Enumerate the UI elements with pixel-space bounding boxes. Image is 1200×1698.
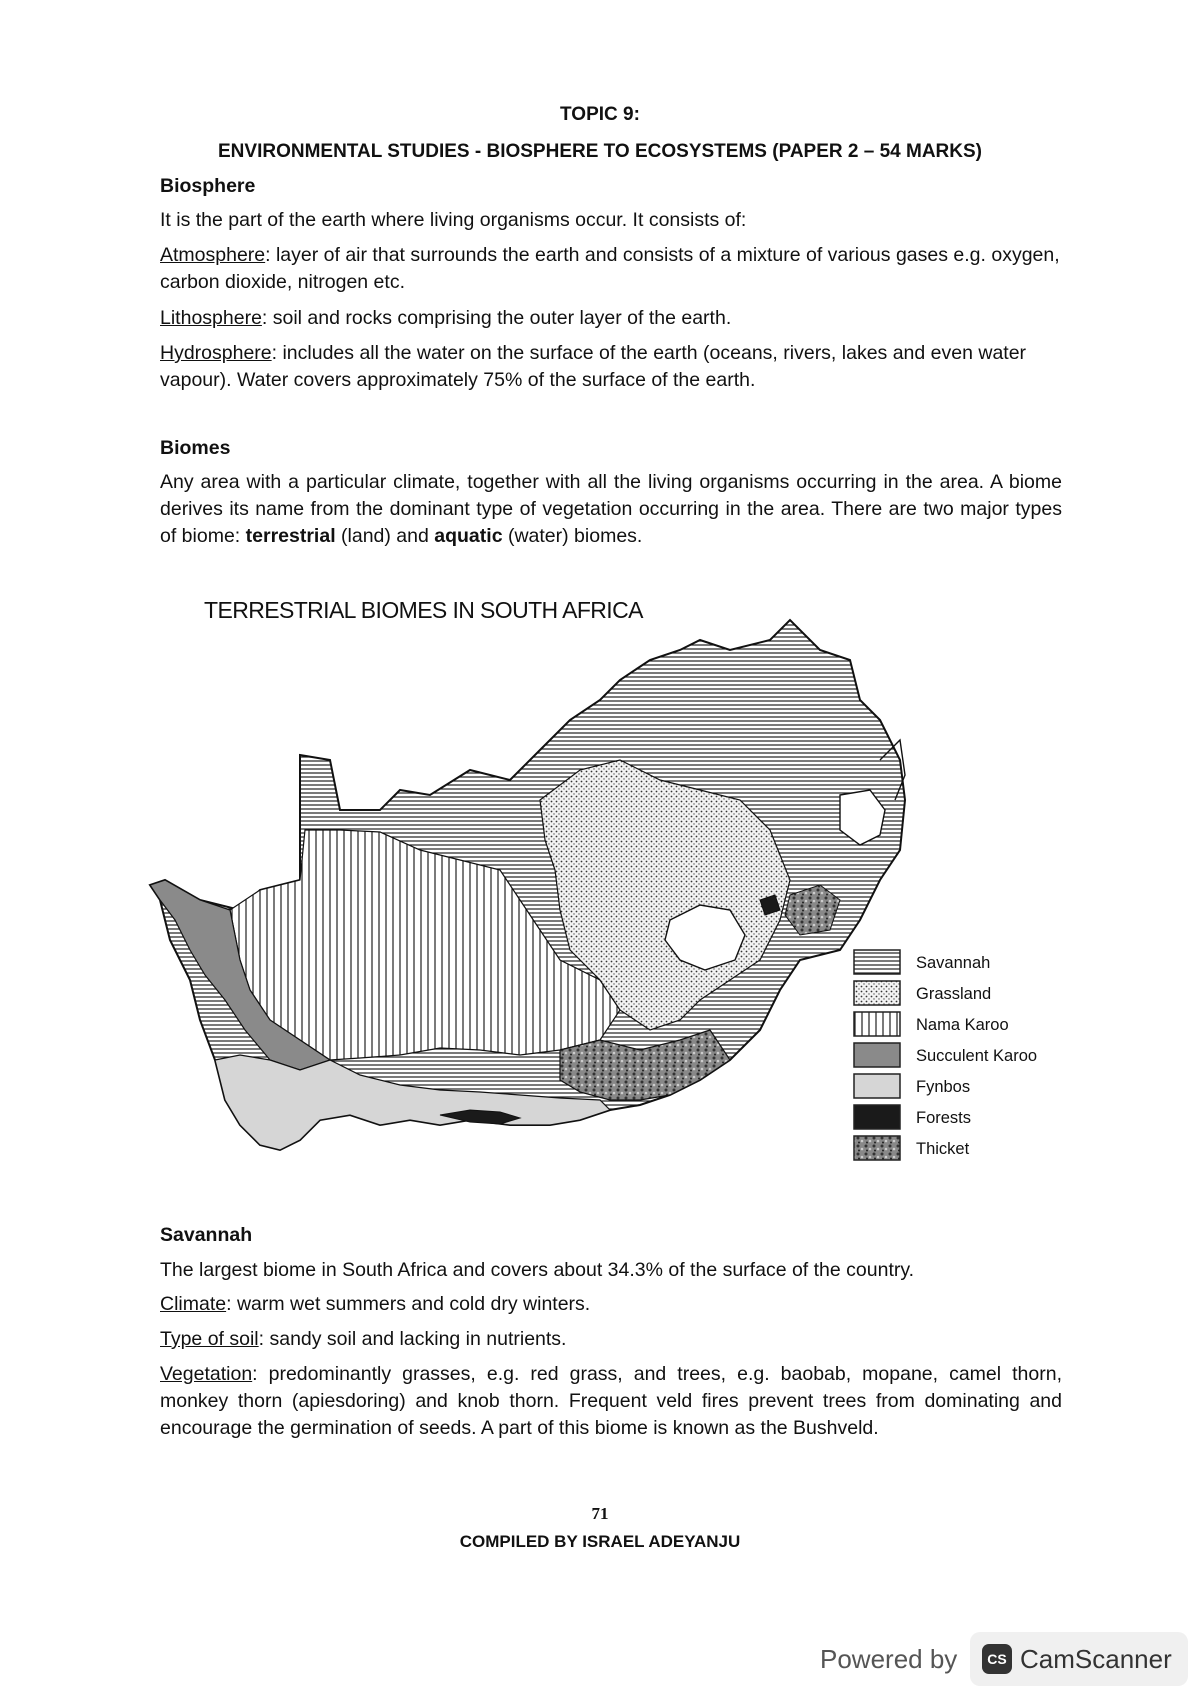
biomes-text-start: Any area with a particular climate, together with all the living organisms occurring in the area. A biome derives its name from the dominant type of vegetation occurring in the area. There are two major types of biome: <box>160 471 1062 547</box>
legend-label-nama-karoo: Nama Karoo <box>916 1016 1009 1034</box>
legend-label-fynbos: Fynbos <box>916 1078 971 1096</box>
climate-term: Climate <box>160 1293 227 1315</box>
legend-swatch-fynbos <box>854 1074 900 1098</box>
savannah-soil <box>160 1326 1060 1353</box>
legend-label-forests: Forests <box>916 1109 972 1127</box>
page-number: 71 <box>591 1504 609 1523</box>
lithosphere-text: : soil and rocks comprising the outer layer of the earth. <box>261 307 732 329</box>
topic-number: TOPIC 9: <box>560 104 640 125</box>
biomes-text-end: (water) biomes. <box>502 525 643 547</box>
biomes-text-mid: (land) and <box>335 525 435 547</box>
legend-swatch-nama-karoo <box>854 1012 900 1036</box>
section-heading-biosphere: Biosphere <box>160 175 256 197</box>
legend-swatch-forests <box>854 1105 900 1129</box>
savannah-vegetation <box>160 1361 1062 1442</box>
atmosphere-text: : layer of air that surrounds the earth and consists of a mixture of various gases e.g. oxygen, carbon dioxide, nitrogen etc. <box>160 244 1060 293</box>
footer-credit: COMPILED BY ISRAEL ADEYANJU <box>459 1532 741 1551</box>
camscanner-logo-icon: CS <box>982 1644 1012 1674</box>
camscanner-badge <box>970 1632 1188 1686</box>
camscanner-brand: CamScanner <box>1020 1644 1172 1674</box>
soil-term: Type of soil <box>160 1328 259 1350</box>
map-title: TERRESTRIAL BIOMES IN SOUTH AFRICA <box>204 597 643 623</box>
vegetation-text: : predominantly grasses, e.g. red grass, and trees, e.g. baobab, mopane, camel thorn, monkey thorn (apiesdoring) and knob thorn. Frequent veld fires prevent trees from dominating and encourage the germination of seeds. A part of this biome is known as the Bushveld. <box>160 1363 1062 1439</box>
legend-swatch-grassland <box>854 981 900 1005</box>
powered-by-text: Powered by <box>820 1644 958 1674</box>
hydrosphere-text: : includes all the water on the surface of the earth (oceans, rivers, lakes and even water vapour). Water covers approximately 75% of the surface of the earth. <box>160 342 1027 391</box>
legend-label-savannah: Savannah <box>916 954 991 972</box>
savannah-intro: The largest biome in South Africa and covers about 34.3% of the surface of the country. <box>160 1259 915 1281</box>
lithosphere-term: Lithosphere <box>160 307 262 329</box>
section-heading-biomes: Biomes <box>160 437 231 459</box>
section-heading-savannah: Savannah <box>160 1224 253 1246</box>
legend-label-thicket: Thicket <box>916 1140 970 1158</box>
savannah-climate <box>160 1291 1060 1318</box>
term-terrestrial: terrestrial <box>245 525 336 547</box>
hydrosphere-term: Hydrosphere <box>160 342 272 364</box>
soil-text: : sandy soil and lacking in nutrients. <box>258 1328 567 1350</box>
legend-label-grassland: Grassland <box>916 985 992 1003</box>
legend-swatch-thicket <box>854 1136 900 1160</box>
vegetation-term: Vegetation <box>160 1363 253 1385</box>
biosphere-intro: It is the part of the earth where living organisms occur. It consists of: <box>160 209 747 231</box>
legend-label-succulent-karoo: Succulent Karoo <box>916 1047 1038 1065</box>
legend-swatch-succulent-karoo <box>854 1043 900 1067</box>
camscanner-watermark <box>810 1632 1188 1686</box>
page-title: ENVIRONMENTAL STUDIES - BIOSPHERE TO ECOSYSTEMS (PAPER 2 – 54 MARKS) <box>218 141 982 162</box>
atmosphere-term: Atmosphere <box>160 244 266 266</box>
term-aquatic: aquatic <box>434 525 503 547</box>
climate-text: : warm wet summers and cold dry winters. <box>226 1293 591 1315</box>
legend-swatch-savannah <box>854 950 900 974</box>
